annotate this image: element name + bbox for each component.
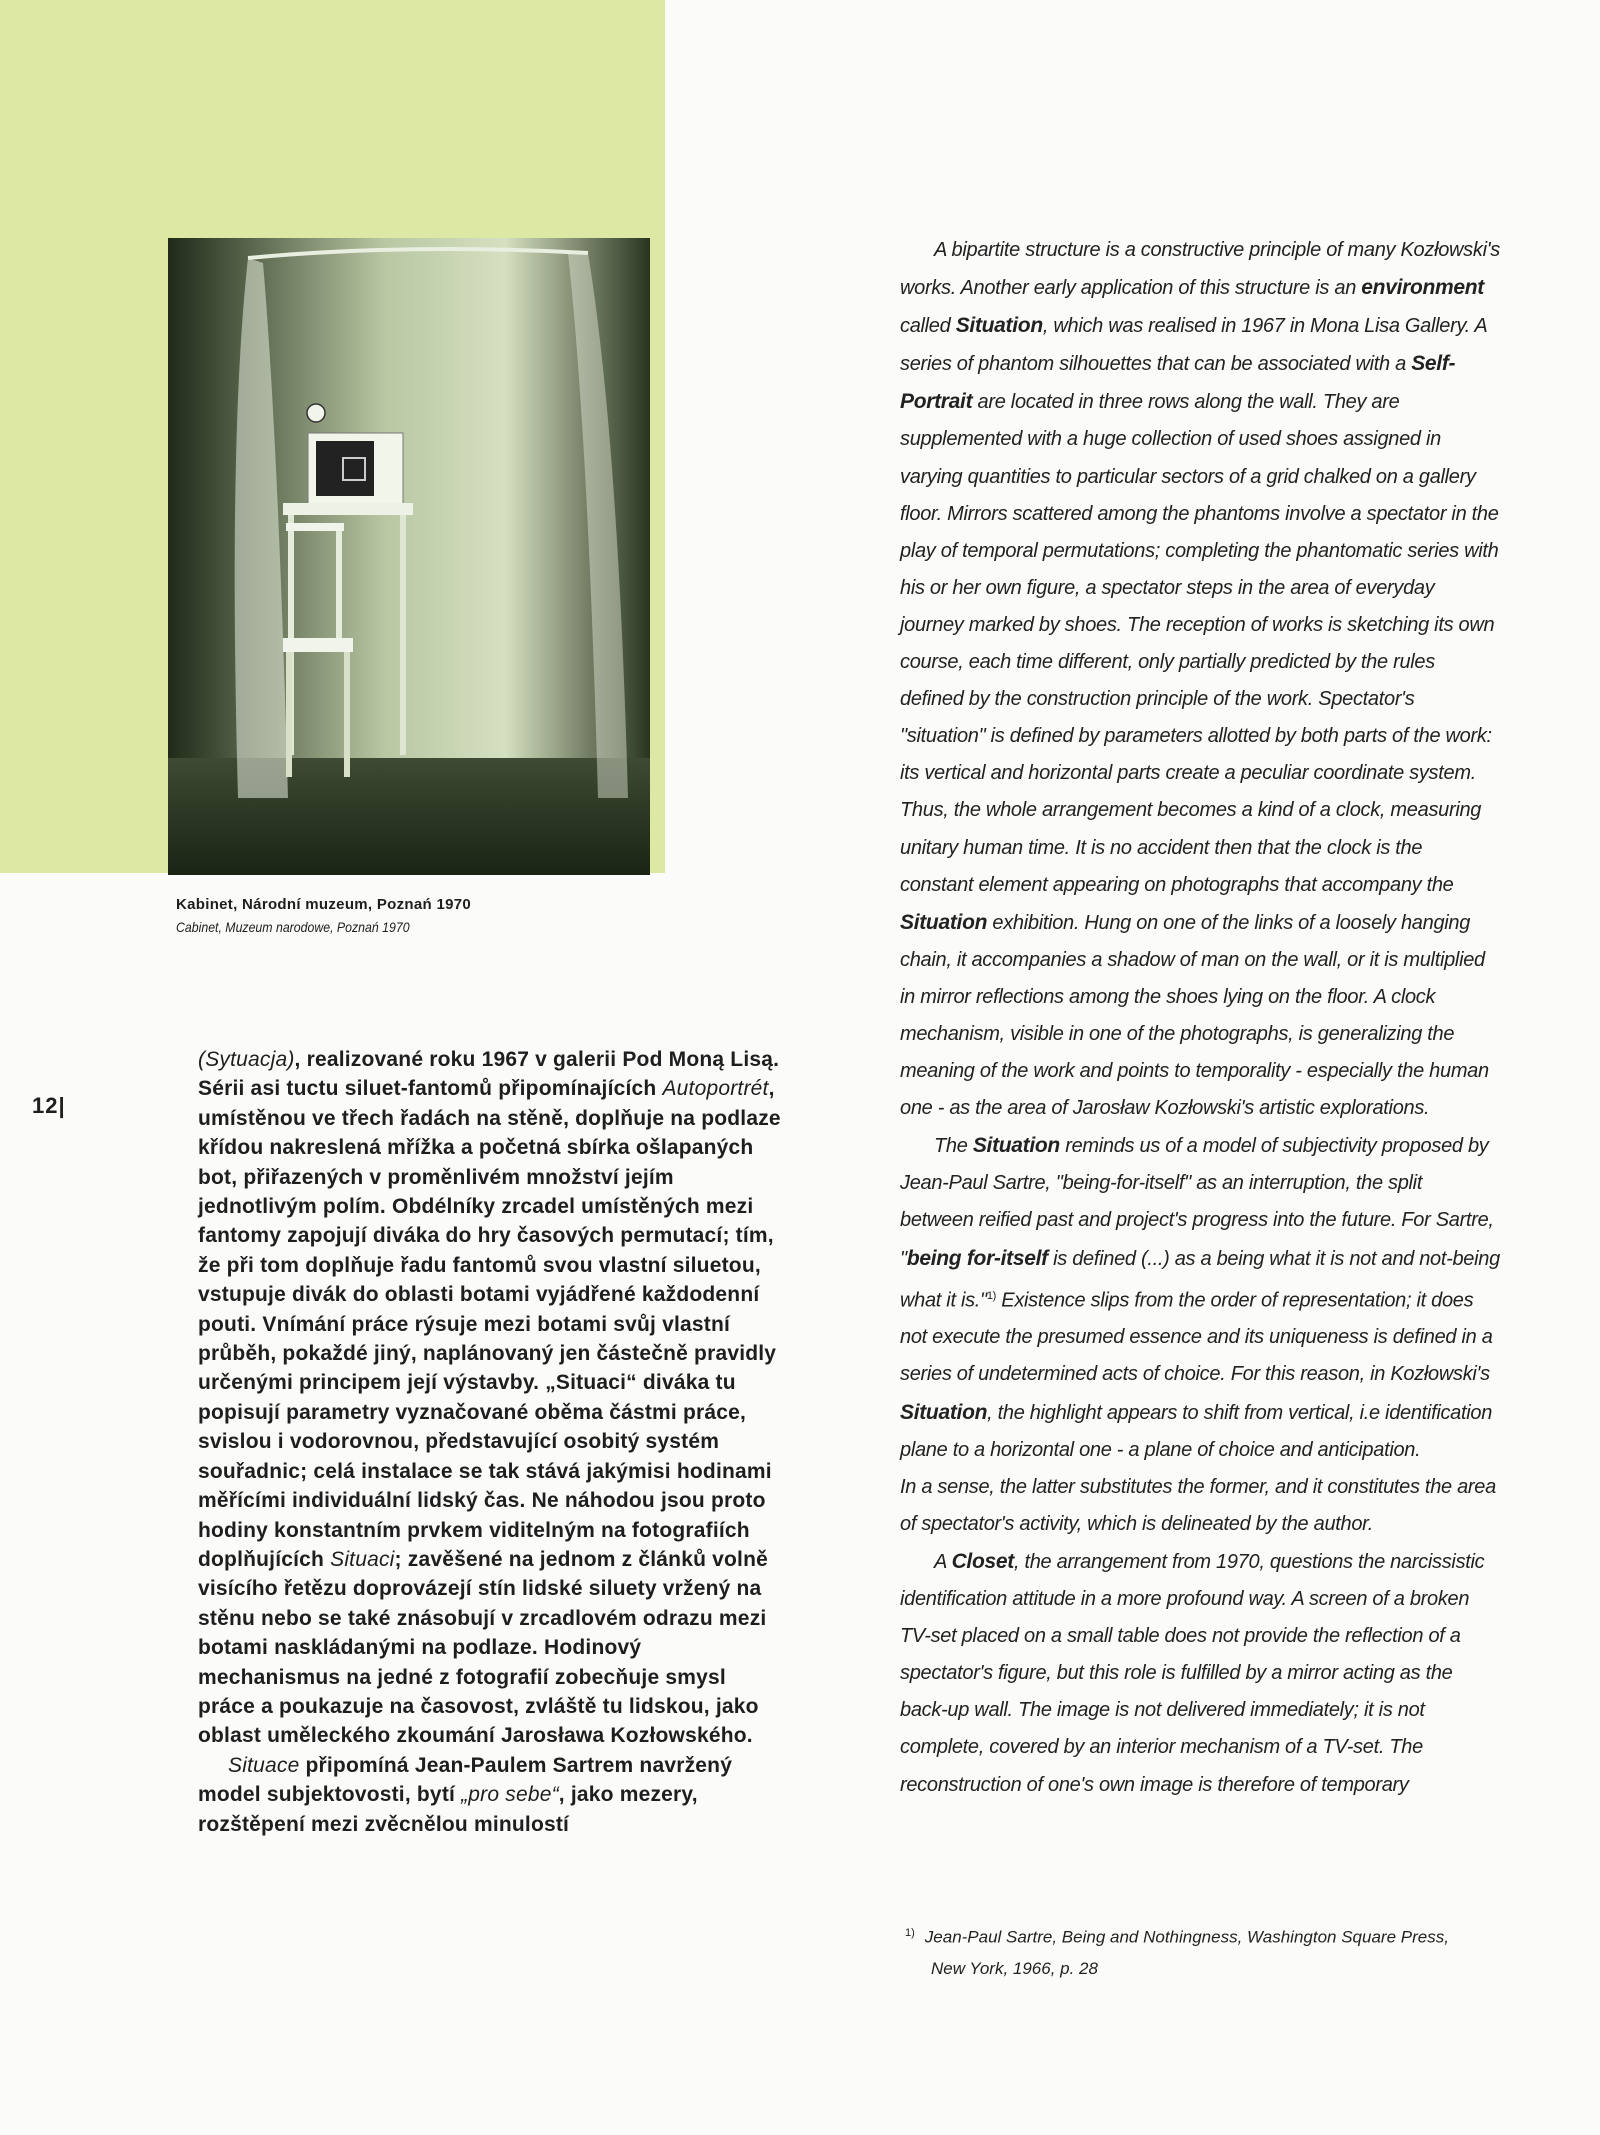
czech-text: ; zavěšené na jednom z článků volně visícího řetězu doprovázejí stín lidské siluety vržený na stěnu nebo se také znásobují v zrcadlovém odrazu mezi botami naskládanými na podlaze. Hodinový mechanismus na jedné z fotografií zobecňuje smysl práce a poukazuje na časovost, zvláště tu lidskou, jako oblast uměleckého zkoumání Jarosława Kozłowského.	[198, 1547, 769, 1748]
english-text: called	[900, 315, 956, 338]
english-paragraph	[900, 1127, 1500, 1469]
czech-italic-title: Situace	[228, 1753, 300, 1777]
page-number: 12|	[32, 1093, 66, 1118]
english-text: , the arrangement from 1970, questions the narcissistic identification attitude in a more profound way. A screen of a broken TV-set placed on a small table does not provide the reflection of a spectator's figure, but this role is fulfilled by a mirror acting as the back-up wall. The image is not delivered immediately; it is not complete, covered by an interior mechanism of a TV-set. The reconstruction of one's own image is therefore of temporary	[900, 1550, 1485, 1796]
english-text: A	[934, 1550, 952, 1573]
czech-text: , umístěnou ve třech řadách na stěně, doplňuje na podlaze křídou nakreslená mřížka a početná sbírka ošlapaných bot, přiřazených v proměnlivém množství jejím jednotlivým polím. Obdélníky zrcadel umístěných mezi fantomy zapojují diváka do hry časových permutací; tím, že při tom doplňuje řadu fantomů svou vlastní siluetou, vstupuje divák do oblasti botami vyjádřené každodenní pouti. Vnímání práce rýsuje mezi botami svůj vlastní průběh, pokaždé jiný, naplánovaný jen částečně pravidly určenými principem její výstavby. „Situaci“ diváka tu popisují parametry vyznačované oběma částmi práce, svislou i vodorovnou, představující osobitý systém souřadnic; celá instalace se tak stává jakýmisi hodinami měřícími individuální lidský čas. Ne náhodou jsou proto hodiny konstantním prvkem viditelným na fotografiích doplňujících	[198, 1077, 781, 1571]
czech-column	[198, 1045, 788, 1839]
english-column	[900, 232, 1500, 1804]
czech-italic-title: (Sytuacja)	[198, 1048, 295, 1071]
czech-italic-title: Situaci	[330, 1547, 395, 1571]
english-bold: being for-itself	[906, 1246, 1048, 1270]
english-text: A bipartite structure is a constructive principle of many Kozłowski's works. Another early application of this structure is an	[900, 239, 1500, 300]
caption-english: Cabinet, Muzeum narodowe, Poznań 1970	[176, 919, 410, 935]
english-text: is defined (...) as a being what it is not and not-being what it is."	[900, 1247, 1500, 1312]
english-bold: Closet	[951, 1549, 1014, 1573]
english-bold: Situation	[900, 1400, 988, 1424]
english-bold: Self-Portrait	[900, 352, 1456, 414]
english-text: exhibition. Hung on one of the links of a loosely hanging chain, it accompanies a shadow of man on the wall, or it is multiplied in mirror reflections among the shoes lying on the floor. A clock mechanism, visible in one of the photographs, is generalizing the meaning of the work and points to temporality - especially the human one - as the area of Jarosław Kozłowski's artistic explorations.	[900, 911, 1489, 1120]
english-bold: environment	[1361, 276, 1485, 300]
english-bold: Situation	[900, 910, 988, 934]
czech-italic-title: Autoportrét	[662, 1077, 769, 1101]
english-bold: Situation	[955, 314, 1043, 338]
czech-paragraph	[198, 1045, 788, 1751]
english-bold: Situation	[972, 1134, 1060, 1158]
czech-text: , realizované roku 1967 v galerii Pod Moną Lisą. Sérii asi tuctu siluet-fantomů připomínajících	[198, 1048, 780, 1101]
english-text: reminds us of a model of subjectivity proposed by Jean-Paul Sartre, "being-for-itself" as an interruption, the split between reified past and project's progress into the future. For Sartre, "	[900, 1135, 1494, 1270]
photo-caption	[176, 893, 646, 939]
footnote	[905, 1918, 1485, 1984]
english-paragraph	[900, 1543, 1500, 1804]
czech-paragraph	[198, 1751, 788, 1839]
cabinet-photo	[168, 238, 650, 875]
footnote-number: 1)	[905, 1927, 915, 1939]
czech-italic-title: „pro sebe“	[461, 1783, 559, 1807]
footnote-paragraph	[905, 1918, 1485, 1984]
caption-czech: Kabinet, Národní muzeum, Poznań 1970	[176, 896, 472, 913]
english-text: , the highlight appears to shift from vertical, i.e identification plane to a horizontal one - a plane of choice and anticipation.	[900, 1401, 1493, 1461]
footnote-marker: 1)	[986, 1289, 997, 1302]
english-text: Existence slips from the order of representation; it does not execute the presumed essence and its uniqueness is defined in a series of undetermined acts of choice. For this reason, in Kozłowski's	[900, 1289, 1493, 1386]
czech-text: připomíná Jean-Paulem Sartrem navržený model subjektovosti, bytí	[198, 1753, 733, 1807]
english-text: , which was realised in 1967 in Mona Lisa Gallery. A series of phantom silhouettes that can be associated with a	[900, 315, 1487, 376]
english-text: are located in three rows along the wall. They are supplemented with a huge collection of used shoes assigned in varying quantities to particular sectors of a grid chalked on a gallery floor. Mirrors scattered among the phantoms involve a spectator in the play of temporal permutations; completing the phantomatic series with his or her own figure, a spectator steps in the area of everyday journey marked by shoes. The reception of works is sketching its own course, each time different, only partially predicted by the rules defined by the construction principle of the work. Spectator's "situation" is defined by parameters allotted by both parts of the work: its vertical and horizontal parts create a peculiar coordinate system. Thus, the whole arrangement becomes a kind of a clock, measuring unitary human time. It is no accident then that the clock is the constant element appearing on photographs that accompany the	[900, 391, 1499, 896]
english-paragraph	[900, 232, 1500, 1127]
footnote-text: Jean-Paul Sartre, Being and Nothingness, Washington Square Press, New York, 1966, p. 28	[924, 1927, 1449, 1978]
photo-cabinet-installation-icon	[168, 238, 650, 875]
czech-text: , jako mezery, rozštěpení mezi zvěcnělou minulostí	[198, 1783, 698, 1836]
english-paragraph: In a sense, the latter substitutes the former, and it constitutes the area of spectator's activity, which is delineated by the author.	[900, 1475, 1496, 1535]
english-text: The	[934, 1135, 973, 1158]
